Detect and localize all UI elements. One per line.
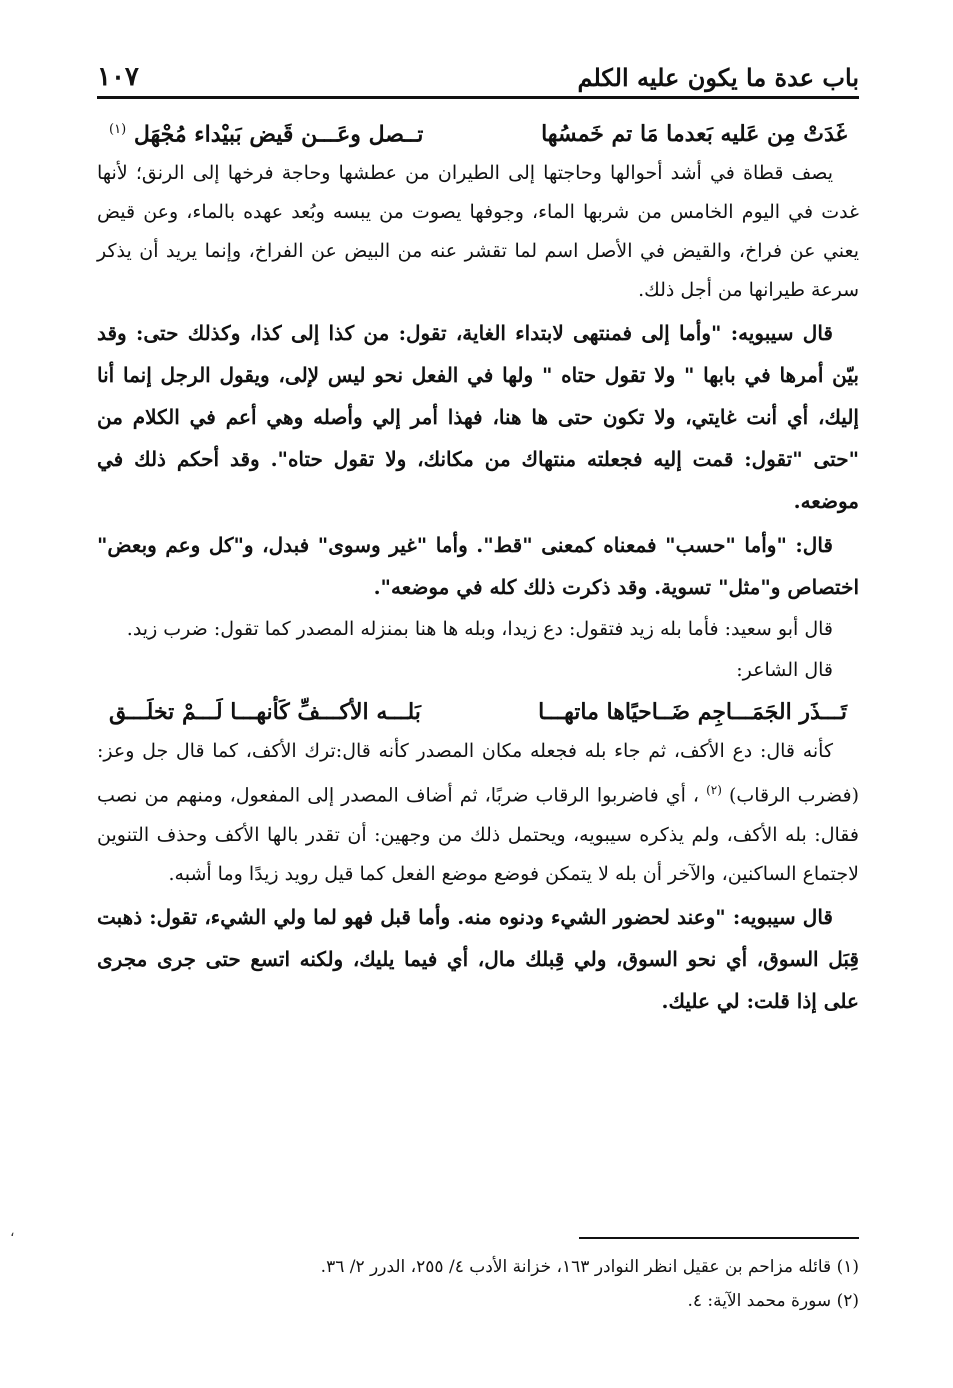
paragraph-6-part-a: كأنه قال: دع الأكف، ثم جاء بله فجعله مكان المصدر كأنه قال:ترك الأكف، كما قال جل وعز: (فضرب الرقاب) [97,740,860,807]
page-number: ١٠٧ [97,62,139,92]
paragraph-6 [97,732,859,893]
verse-line-2 [97,692,859,732]
footnote-1: (١) قائله مزاحم بن عقيل انظر النوادر ١٦٣، خزانة الأدب ٤/ ٢٥٥، الدرر ٢/ ٣٦. [320,1257,859,1277]
paragraph-2: قال سيبويه: "وأما إلى فمنتهى لابتداء الغاية، تقول: من كذا إلى كذا، وكذلك حتى: وقد بيّن أمرها في بابها " ولا تقول حتاه " ولها في الفعل نحو ليس لإلى، ويقول الرجل إنما أنا إليك، أي أنت غايتي، ولا تكون حتى ها هنا، فهذا أمر إلي وأصله وهي أعم في الكلام من "حتى "تقول: قمت إليه فجعلته منتهاك من مكانك، ولا تقول حتاه". وقد أحكم ذلك في موضعه. [97,321,859,514]
verse-2-left-text: بَلـــه الأكـــفِّ كَأنهـــا لَـــمْ تخلَـــق [109,699,421,726]
footnote-ref-1: (١) [109,122,127,137]
footnote-separator [579,1237,859,1239]
footnote-2: (٢) سورة محمد الآية: ٤. [687,1291,859,1311]
paragraph-1: يصف قطاة في أشد أحوالها وحاجتها إلى الطيران من عطشها وحاجة فرخها إلى الرنق؛ لأنها غدت في اليوم الخامس من شربها الماء، وجوفها يصوت من يبسه وبُعد عهده بالماء، وعن قيض يعني عن فراخ، والقيض في الأصل اسم لما تقشر عنه من البيض عن الفراخ، وإنما يريد أن يذكر سرعة طيرانها من أجل ذلك. [97,162,859,302]
paragraph-6-part-b: ، أي فاضربوا الرقاب ضربًا، ثم أضاف المصدر إلى المفعول، ومنهم من نصب فقال: بله الأكف، ولم يذكره سيبويه، ويحتمل ذلك من وجهين: أن تقدر بالها الأكف وحذف التنوين لاجتماع الساكنين، والآخر أن بله لا يتمكن فوضع موضع الفعل كما قيل رويد زيدًا وما أشبه. [97,784,859,885]
verse-line-1 [97,110,859,154]
paragraph-4: قال أبو سعيد: فأما بله زيد فتقول: دع زيدا، وبله ها هنا بمنزله المصدر كما تقول: ضرب زيد. [126,618,833,641]
paragraph-7: قال سيبويه: "وعند لحضور الشيء ودنوه منه. وأما قبل فهو لما ولي الشيء، تقول: ذهبت قِبَل السوق، أي نحو السوق، ولي قِبلك مال، أي فيما يليك، ولكنه اتسع حتى جرى مجرى على إذا قلت: لي عليك. [97,904,859,1013]
main-text [97,110,859,1024]
chapter-title: باب عدة ما يكون عليه الكلم [577,63,859,92]
running-header [97,52,859,99]
verse-1-hemistich-right [541,114,847,154]
paragraph-3: قال: "وأما "حسب" فمعناه كمعنى "قط". وأما "غير وسوى" فبدل، و"كل وعم وبعض" اختصاص و"مثل" تسوية. وقد ذكرت ذلك كله في موضعه". [97,533,859,600]
paragraph-5: قال الشاعر: [736,659,833,682]
footnotes [97,1250,859,1318]
verse-1-left-text: تــصل وعَـــن قَيض بَبيْداء مُجْهَل [133,121,424,148]
verse-1-hemistich-left [109,110,423,154]
verse-2-right-text: تَـــذَر الجَمَـــاجِم ضَــاحيًاها ماتهـــا [538,699,847,726]
verse-1-right-text: غَدَتْ مِن عَليه بَعدما مَا تم خَمسُها [541,121,847,148]
footnote-ref-2: (٢) [706,783,722,798]
margin-mark: ، [10,1224,15,1240]
